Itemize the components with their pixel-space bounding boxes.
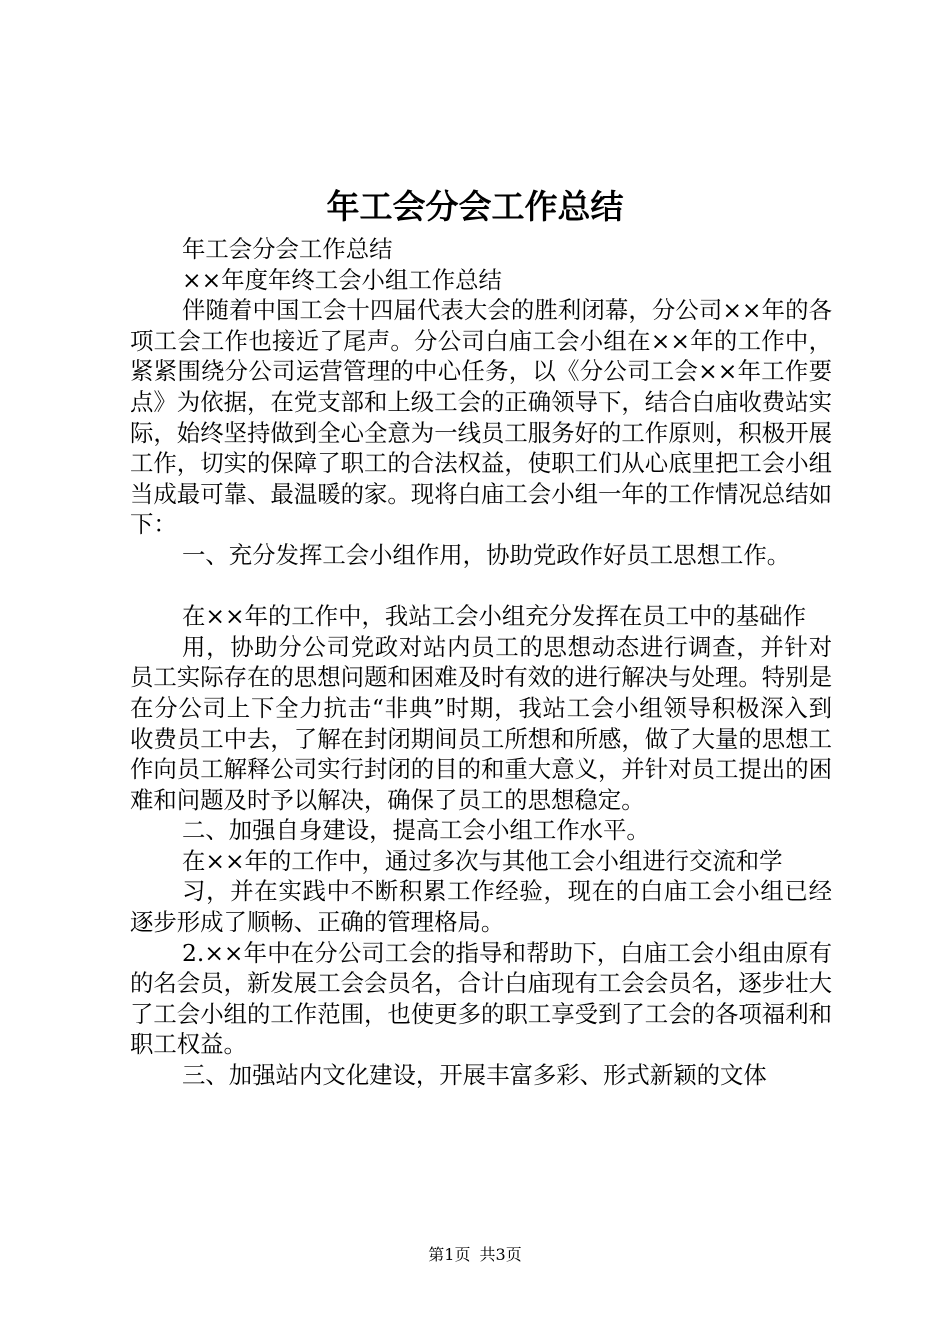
paragraph-section1-body: 用，协助分公司党政对站内员工的思想动态进行调查，并针对员工实际存在的思想问题和困难及时有效的进行解决与处理。特别是在分公司上下全力抗击“非典”时期，我站工会小组领导积极深入到收费员工中去，了解在封闭期间员工所想和所感，做了大量的思想工作向员工解释公司实行封闭的目的和重大意义，并针对员工提出的困难和问题及时予以解决，确保了员工的思想稳定。 <box>130 632 832 814</box>
paragraph-heading: ××年度年终工会小组工作总结 <box>182 265 502 294</box>
section-heading-1: 一、充分发挥工会小组作用，协助党政作好员工思想工作。 <box>182 540 791 569</box>
section-heading-3: 三、加强站内文化建设，开展丰富多彩、形式新颖的文体 <box>182 1061 767 1090</box>
page-number: 第1页 <box>428 1245 471 1264</box>
page-footer <box>0 1242 950 1265</box>
paragraph-intro: 伴随着中国工会十四届代表大会的胜利闭幕，分公司××年的各项工会工作也接近了尾声。分公司白庙工会小组在××年的工作中，紧紧围绕分公司运营管理的中心任务，以《分公司工会××年工作要点》为依据，在党支部和上级工会的正确领导下，结合白庙收费站实际，始终坚持做到全心全意为一线员工服务好的工作原则，积极开展工作，切实的保障了职工的合法权益，使职工们从心底里把工会小组当成最可靠、最温暖的家。现将白庙工会小组一年的工作情况总结如下： <box>130 296 832 539</box>
page-total: 共3页 <box>479 1245 522 1264</box>
paragraph-section2-item2: 2.××年中在分公司工会的指导和帮助下，白庙工会小组由原有的名会员，新发展工会会员名，合计白庙现有工会会员名，逐步壮大了工会小组的工作范围，也使更多的职工享受到了工会的各项福利和职工权益。 <box>130 938 832 1059</box>
section-heading-2: 二、加强自身建设，提高工会小组工作水平。 <box>182 816 650 845</box>
paragraph-section1-start: 在××年的工作中，我站工会小组充分发挥在员工中的基础作 <box>182 602 806 631</box>
document-title: 年工会分会工作总结 <box>326 187 624 226</box>
paragraph-section2-start: 在××年的工作中，通过多次与其他工会小组进行交流和学 <box>182 846 783 875</box>
document-body <box>130 234 832 1091</box>
paragraph-section2-body: 习，并在实践中不断积累工作经验，现在的白庙工会小组已经逐步形成了顺畅、正确的管理格局。 <box>130 877 832 937</box>
blank-line <box>130 571 832 602</box>
paragraph-subtitle: 年工会分会工作总结 <box>182 235 393 263</box>
